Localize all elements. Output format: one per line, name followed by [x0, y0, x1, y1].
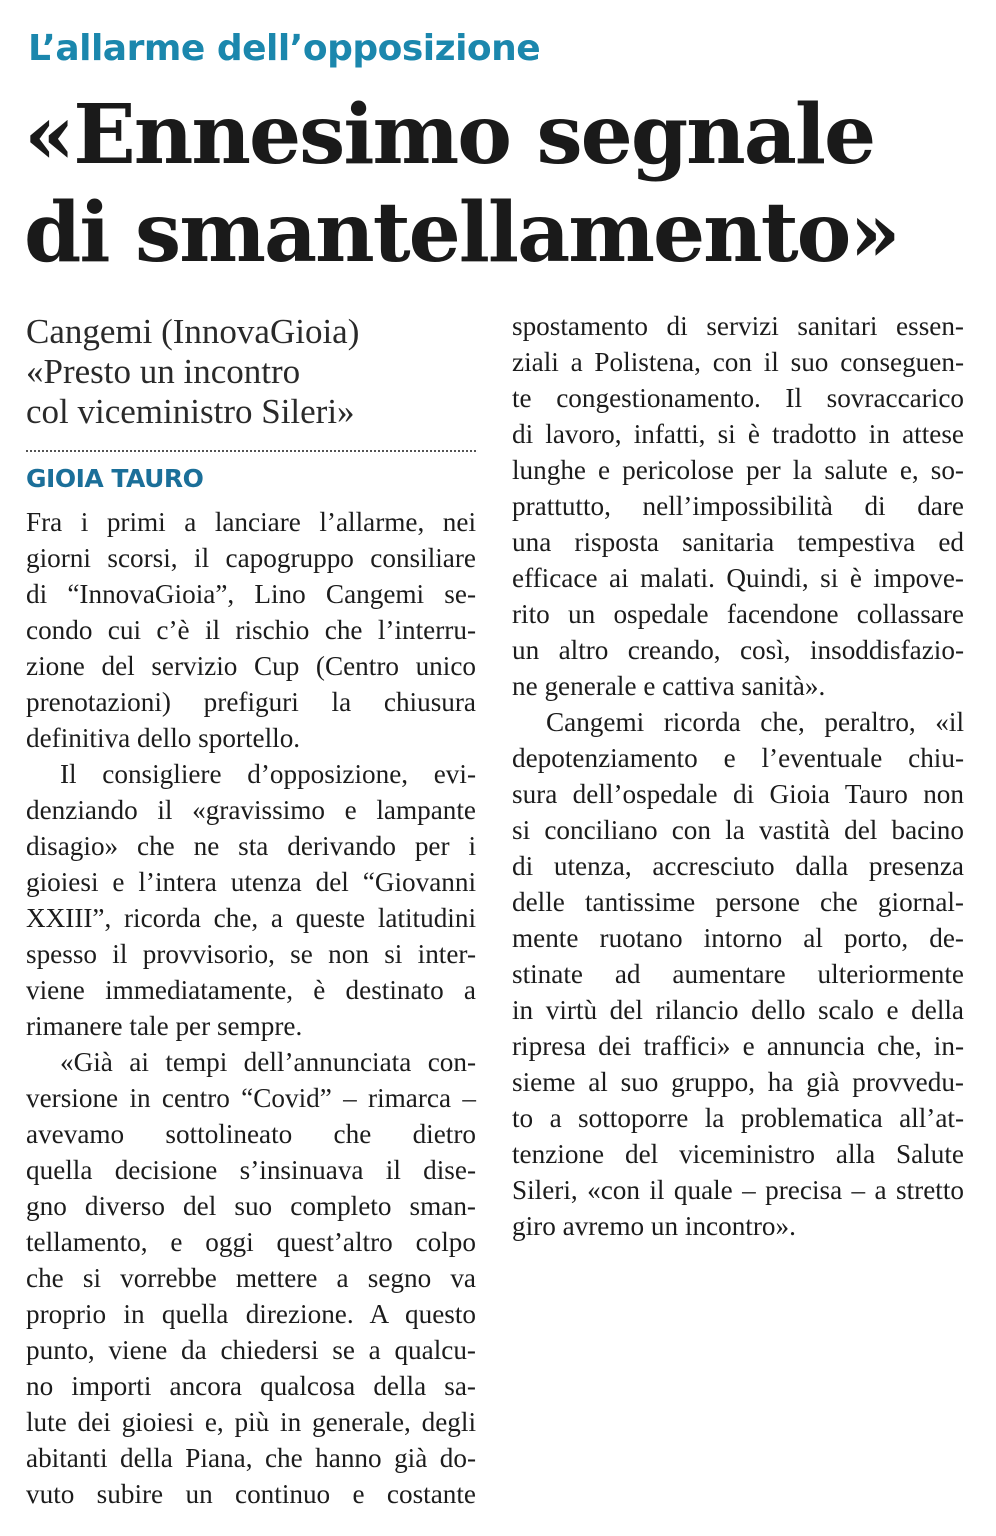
- text-line: prattutto, nell’impossibilità di dare: [512, 491, 964, 521]
- text-line: rimanere tale per sempre.: [26, 1011, 303, 1041]
- text-line: Fra i primi a lanciare l’allarme, nei: [26, 507, 476, 537]
- text-line: ripresa dei traffici» e annuncia che, in-: [512, 1031, 964, 1061]
- text-line: Cangemi ricorda che, peraltro, «il: [546, 707, 964, 737]
- right-column: [512, 308, 964, 1244]
- text-line: to a sottoporre la problematica all’at-: [512, 1103, 964, 1133]
- text-line: ziali a Polistena, con il suo conseguen-: [512, 347, 964, 377]
- text-line: rito un ospedale facendone collassare: [512, 599, 964, 629]
- text-line: delle tantissime persone che giornal-: [512, 887, 964, 917]
- text-line: tellamento, e oggi quest’altro colpo: [26, 1227, 476, 1257]
- dateline: GIOIA TAURO: [26, 464, 204, 493]
- text-line: quella decisione s’insinuava il dise-: [26, 1155, 476, 1185]
- text-line: depotenziamento e l’eventuale chiu-: [512, 743, 964, 773]
- text-line: zione del servizio Cup (Centro unico: [26, 651, 476, 681]
- text-line: gno diverso del suo completo sman-: [26, 1191, 476, 1221]
- text-line: condo cui c’è il rischio che l’interru-: [26, 615, 476, 645]
- subheadline-line: Cangemi (InnovaGioia): [26, 312, 360, 351]
- text-line: efficace ai malati. Quindi, si è impove-: [512, 563, 964, 593]
- paragraph: [512, 308, 964, 704]
- text-line: giorni scorsi, il capogruppo consiliare: [26, 543, 476, 573]
- text-line: che si vorrebbe mettere a segno va: [26, 1263, 476, 1293]
- text-line: una risposta sanitaria tempestiva ed: [512, 527, 964, 557]
- text-line: in virtù del rilancio dello scalo e della: [512, 995, 964, 1025]
- text-line: spostamento di servizi sanitari essen-: [512, 311, 964, 341]
- text-line: denziando il «gravissimo e lampante: [26, 795, 476, 825]
- text-line: vuto subire un continuo e costante: [26, 1479, 476, 1509]
- subheadline: [26, 312, 476, 452]
- text-line: abitanti della Piana, che hanno già do-: [26, 1443, 476, 1473]
- headline-line: di smantellamento»: [24, 185, 899, 281]
- text-line: viene immediatamente, è destinato a: [26, 975, 476, 1005]
- text-line: mente ruotano intorno al porto, de-: [512, 923, 964, 953]
- text-line: Il consigliere d’opposizione, evi-: [60, 759, 476, 789]
- paragraph: [26, 504, 476, 756]
- subheadline-line: «Presto un incontro: [26, 352, 301, 391]
- text-line: spesso il provvisorio, se non si inter-: [26, 939, 476, 969]
- text-line: stinate ad aumentare ulteriormente: [512, 959, 964, 989]
- subheadline-line: col viceministro Sileri»: [26, 392, 355, 431]
- text-line: tenzione del viceministro alla Salute: [512, 1139, 964, 1169]
- kicker: L’allarme dell’opposizione: [28, 28, 541, 69]
- left-column: [26, 308, 476, 1512]
- text-line: sieme al suo gruppo, ha già provvedu-: [512, 1067, 964, 1097]
- text-line: versione in centro “Covid” – rimarca –: [26, 1083, 476, 1113]
- text-line: giro avremo un incontro».: [512, 1211, 796, 1241]
- text-line: sura dell’ospedale di Gioia Tauro non: [512, 779, 964, 809]
- text-line: no importi ancora qualcosa della sa-: [26, 1371, 476, 1401]
- text-line: di “InnovaGioia”, Lino Cangemi se-: [26, 579, 476, 609]
- text-line: di lavoro, infatti, si è tradotto in attese: [512, 419, 964, 449]
- paragraph: [26, 1044, 476, 1512]
- text-line: punto, viene da chiedersi se a qualcu-: [26, 1335, 476, 1365]
- text-line: lute dei gioiesi e, più in generale, degli: [26, 1407, 476, 1437]
- text-line: «Già ai tempi dell’annunciata con-: [60, 1047, 476, 1077]
- text-line: gioiesi e l’intera utenza del “Giovanni: [26, 867, 476, 897]
- text-line: Sileri, «con il quale – precisa – a stretto: [512, 1175, 964, 1205]
- text-line: definitiva dello sportello.: [26, 723, 301, 753]
- headline: [24, 86, 984, 282]
- headline-line: «Ennesimo segnale: [24, 87, 875, 183]
- text-line: XXIII”, ricorda che, a queste latitudini: [26, 903, 476, 933]
- text-line: te congestionamento. Il sovraccarico: [512, 383, 964, 413]
- text-line: prenotazioni) prefiguri la chiusura: [26, 687, 476, 717]
- text-line: di utenza, accresciuto dalla presenza: [512, 851, 964, 881]
- text-line: disagio» che ne sta derivando per i: [26, 831, 476, 861]
- text-line: ne generale e cattiva sanità».: [512, 671, 826, 701]
- text-line: proprio in quella direzione. A questo: [26, 1299, 476, 1329]
- paragraph: [26, 756, 476, 1044]
- text-line: un altro creando, così, insoddisfazio-: [512, 635, 964, 665]
- text-line: lunghe e pericolose per la salute e, so-: [512, 455, 964, 485]
- paragraph: [512, 704, 964, 1244]
- text-line: avevamo sottolineato che dietro: [26, 1119, 476, 1149]
- text-line: si conciliano con la vastità del bacino: [512, 815, 964, 845]
